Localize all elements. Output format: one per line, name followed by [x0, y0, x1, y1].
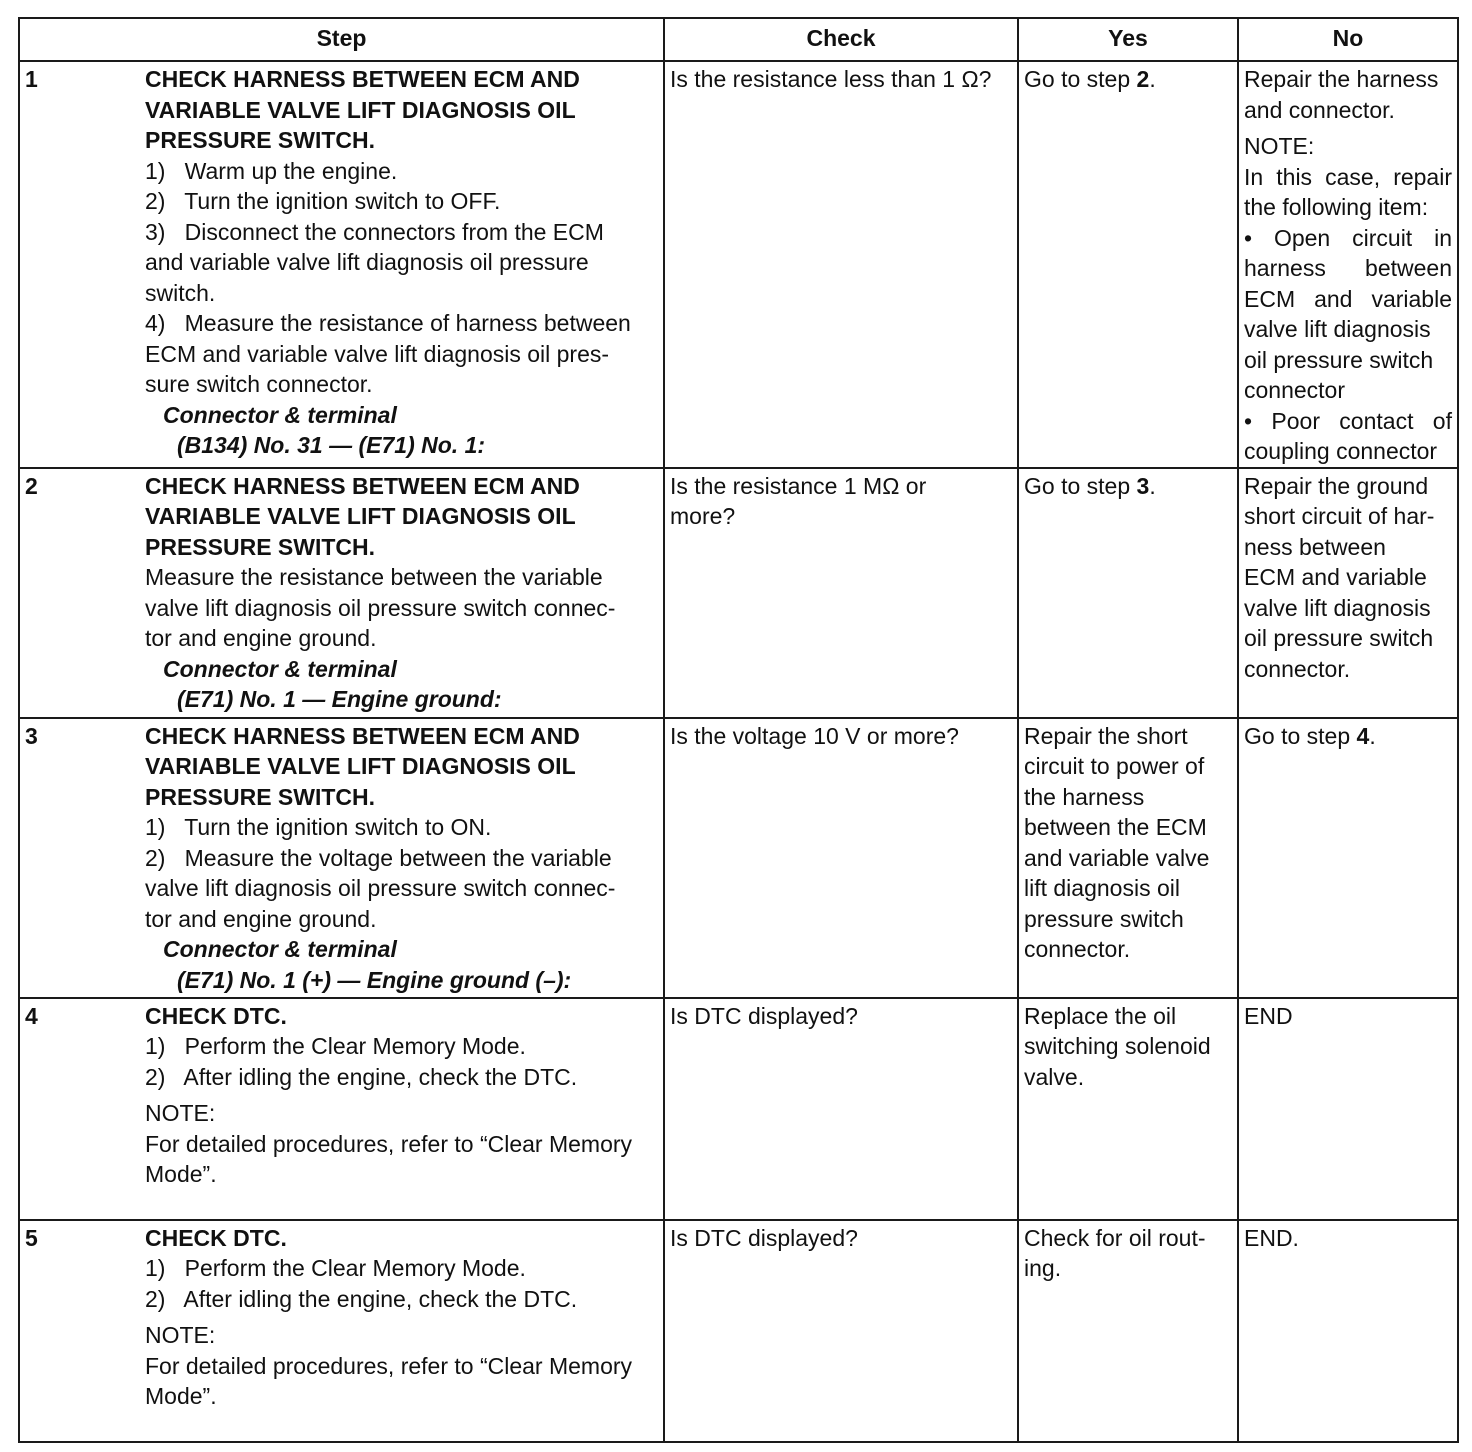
yes-text-line: Replace the oil	[1024, 1002, 1177, 1029]
check-cell: Is DTC displayed?	[664, 998, 1018, 1220]
no-note-line: In this case, repair	[1244, 163, 1452, 190]
yes-suffix: .	[1149, 472, 1156, 499]
no-text-line: ness between	[1244, 533, 1386, 560]
no-cell: END	[1238, 998, 1458, 1220]
step-number: 1	[25, 66, 38, 92]
yes-text-line: between the ECM	[1024, 814, 1207, 840]
step-title-line: CHECK DTC.	[145, 1002, 287, 1029]
no-text-line: connector.	[1244, 655, 1351, 682]
step-title-line: PRESSURE SWITCH.	[145, 533, 376, 560]
no-text-line: Repair the ground	[1244, 472, 1429, 499]
header-row	[19, 18, 1458, 61]
step-text-line: 2) After idling the engine, check the DTC.	[145, 1285, 578, 1312]
no-note-line: ECM and variable	[1244, 285, 1452, 312]
yes-cell	[1018, 998, 1238, 1220]
step-title-line: CHECK HARNESS BETWEEN ECM AND	[145, 472, 580, 499]
no-note-line: the following item:	[1244, 194, 1429, 220]
yes-cell	[1018, 1220, 1238, 1442]
yes-text-line: lift diagnosis oil	[1024, 875, 1180, 901]
table-row	[19, 61, 1458, 468]
connector-label: Connector & terminal	[163, 936, 397, 962]
check-cell: Is the voltage 10 V or more?	[664, 718, 1018, 998]
yes-text-line: the harness	[1024, 783, 1145, 810]
step-text-line: 1) Warm up the engine.	[145, 157, 398, 184]
no-text-line: valve lift diagnosis	[1244, 594, 1431, 621]
check-cell: Is the resistance less than 1 Ω?	[664, 61, 1018, 468]
yes-suffix: .	[1149, 66, 1156, 92]
note-label: NOTE:	[145, 1322, 216, 1348]
note-line: For detailed procedures, refer to “Clear Memory	[145, 1130, 633, 1157]
no-note-line: • Poor contact of	[1244, 407, 1452, 434]
step-title-line: CHECK HARNESS BETWEEN ECM AND	[145, 66, 580, 92]
yes-text-line: and variable valve	[1024, 844, 1210, 871]
connector-label: Connector & terminal	[163, 655, 397, 682]
no-step-number: 4	[1356, 722, 1370, 749]
no-cell	[1238, 718, 1458, 998]
step-text-line: switch.	[145, 279, 216, 306]
diagnostic-table	[18, 17, 1459, 1443]
no-cell: END.	[1238, 1220, 1458, 1442]
header-yes: Yes	[1018, 18, 1238, 61]
step-title-line: VARIABLE VALVE LIFT DIAGNOSIS OIL	[145, 753, 576, 779]
step-text-line: sure switch connector.	[145, 371, 373, 397]
yes-text-line: circuit to power of	[1024, 753, 1205, 779]
yes-text-line: Repair the short	[1024, 722, 1188, 749]
step-title-line: CHECK HARNESS BETWEEN ECM AND	[145, 722, 580, 749]
yes-text-line: valve.	[1024, 1063, 1085, 1090]
no-text-line: short circuit of har-	[1244, 503, 1435, 529]
yes-text-line: switching solenoid	[1024, 1033, 1211, 1059]
yes-prefix: Go to step	[1024, 66, 1137, 92]
no-note-line: harness between	[1244, 255, 1452, 281]
note-line: Mode”.	[145, 1161, 217, 1187]
no-note-line: connector	[1244, 377, 1346, 403]
no-note-line: coupling connector	[1244, 438, 1438, 464]
no-text-line: ECM and variable	[1244, 564, 1427, 590]
terminal-spec: (B134) No. 31 — (E71) No. 1:	[177, 432, 486, 458]
no-text-line: Repair the harness	[1244, 66, 1439, 92]
yes-prefix: Go to step	[1024, 472, 1137, 499]
connector-label: Connector & terminal	[163, 401, 397, 428]
step-text-line: 2) Turn the ignition switch to OFF.	[145, 188, 501, 214]
step-cell	[19, 468, 664, 718]
step-cell	[19, 998, 664, 1220]
step-cell	[19, 718, 664, 998]
note-line: Mode”.	[145, 1383, 217, 1409]
no-cell	[1238, 61, 1458, 468]
step-text-line: 1) Perform the Clear Memory Mode.	[145, 1033, 526, 1059]
table-row	[19, 998, 1458, 1220]
header-step: Step	[19, 18, 664, 61]
no-suffix: .	[1369, 722, 1376, 749]
check-cell: Is DTC displayed?	[664, 1220, 1018, 1442]
no-note-line: valve lift diagnosis	[1244, 316, 1431, 342]
step-title-line: PRESSURE SWITCH.	[145, 127, 376, 153]
no-prefix: Go to step	[1244, 722, 1357, 749]
yes-step-number: 2	[1136, 66, 1150, 92]
step-text-line: 3) Disconnect the connectors from the ECM	[145, 218, 604, 245]
no-note-line: • Open circuit in	[1244, 224, 1452, 251]
step-title-line: VARIABLE VALVE LIFT DIAGNOSIS OIL	[145, 96, 576, 123]
step-text-line: 1) Turn the ignition switch to ON.	[145, 814, 492, 840]
no-text-line: and connector.	[1244, 96, 1395, 123]
header-no: No	[1238, 18, 1458, 61]
step-text-line: 4) Measure the resistance of harness between	[145, 310, 631, 336]
yes-text-line: ing.	[1024, 1255, 1062, 1281]
step-cell	[19, 61, 664, 468]
step-text-line: valve lift diagnosis oil pressure switch connec-	[145, 875, 616, 901]
yes-text-line: connector.	[1024, 936, 1131, 962]
no-cell	[1238, 468, 1458, 718]
table-row	[19, 1220, 1458, 1442]
step-title-line: PRESSURE SWITCH.	[145, 783, 376, 810]
step-text-line: ECM and variable valve lift diagnosis oil pres-	[145, 340, 610, 367]
note-line: For detailed procedures, refer to “Clear Memory	[145, 1352, 633, 1379]
no-note-label: NOTE:	[1244, 133, 1315, 159]
yes-cell	[1018, 61, 1238, 468]
step-number: 5	[25, 1224, 38, 1251]
yes-cell	[1018, 468, 1238, 718]
step-text-line: and variable valve lift diagnosis oil pressure	[145, 249, 589, 275]
check-cell: Is the resistance 1 MΩ or more?	[664, 468, 1018, 718]
step-text-line: valve lift diagnosis oil pressure switch connec-	[145, 594, 616, 621]
yes-cell	[1018, 718, 1238, 998]
step-number: 3	[25, 722, 38, 749]
step-title-line: CHECK DTC.	[145, 1224, 287, 1251]
table-row	[19, 468, 1458, 718]
terminal-spec: (E71) No. 1 (+) — Engine ground (–):	[177, 966, 572, 993]
yes-text-line: pressure switch	[1024, 905, 1184, 932]
step-title-line: VARIABLE VALVE LIFT DIAGNOSIS OIL	[145, 503, 576, 529]
step-number: 4	[25, 1002, 38, 1029]
step-text-line: 2) Measure the voltage between the variable	[145, 844, 612, 871]
table-row	[19, 718, 1458, 998]
header-check: Check	[664, 18, 1018, 61]
no-text-line: oil pressure switch	[1244, 625, 1434, 651]
step-text-line: Measure the resistance between the variable	[145, 564, 603, 590]
yes-step-number: 3	[1136, 472, 1150, 499]
step-cell	[19, 1220, 664, 1442]
step-text-line: tor and engine ground.	[145, 625, 377, 651]
no-note-line: oil pressure switch	[1244, 346, 1434, 373]
terminal-spec: (E71) No. 1 — Engine ground:	[177, 686, 502, 712]
yes-text-line: Check for oil rout-	[1024, 1224, 1206, 1251]
step-number: 2	[25, 472, 38, 499]
step-text-line: 2) After idling the engine, check the DTC.	[145, 1063, 578, 1090]
step-text-line: 1) Perform the Clear Memory Mode.	[145, 1255, 526, 1281]
step-text-line: tor and engine ground.	[145, 905, 377, 932]
note-label: NOTE:	[145, 1100, 216, 1126]
